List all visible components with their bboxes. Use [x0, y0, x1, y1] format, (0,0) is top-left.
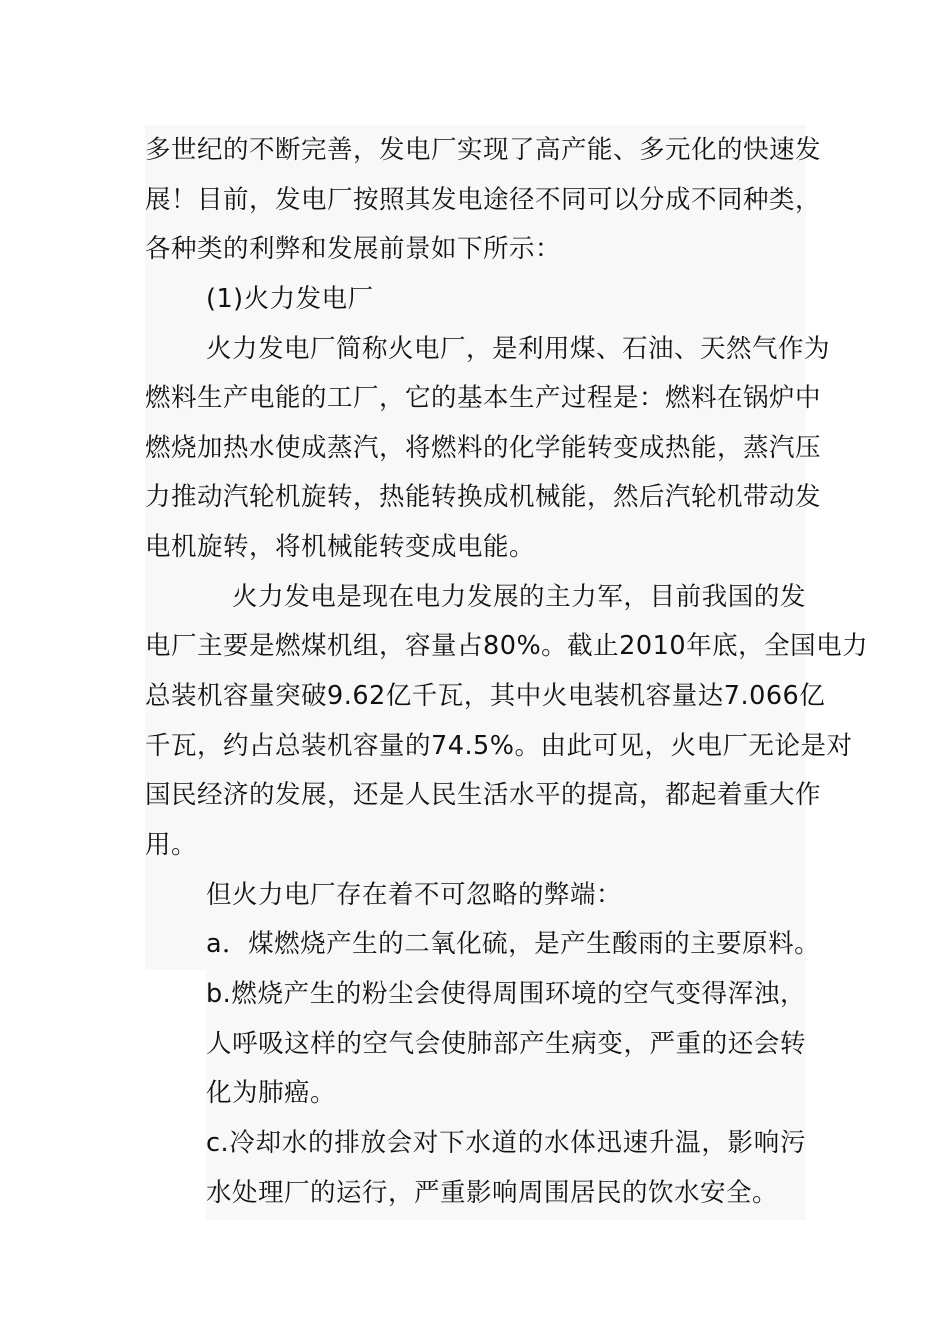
list-item-b-line-2: 人呼吸这样的空气会使肺部产生病变，严重的还会转	[206, 1029, 806, 1059]
intro-line-1: 多世纪的不断完善，发电厂实现了高产能、多元化的快速发	[145, 135, 822, 165]
section-heading: (1)火力发电厂	[206, 284, 374, 314]
list-item-a: a．煤燃烧产生的二氧化硫，是产生酸雨的主要原料。	[206, 929, 821, 959]
para2-line-6: 用。	[145, 830, 198, 860]
para1-line-1: 火力发电厂简称火电厂，是利用煤、石油、天然气作为	[206, 334, 831, 364]
para2-line-3: 总装机容量突破9.62亿千瓦，其中火电装机容量达7.066亿	[145, 681, 826, 711]
drawbacks-intro: 但火力电厂存在着不可忽略的弊端：	[206, 880, 623, 910]
list-item-c-line-1: c.冷却水的排放会对下水道的水体迅速升温，影响污	[206, 1128, 806, 1158]
list-item-b-line-3: 化为肺癌。	[206, 1078, 337, 1108]
para1-line-3: 燃烧加热水使成蒸汽，将燃料的化学能转变成热能，蒸汽压	[145, 433, 822, 463]
para2-line-4: 千瓦，约占总装机容量的74.5%。由此可见，火电厂无论是对	[145, 731, 853, 761]
intro-line-2: 展！目前，发电厂按照其发电途径不同可以分成不同种类，	[145, 185, 822, 215]
intro-line-3: 各种类的利弊和发展前景如下所示：	[145, 234, 562, 264]
para1-line-2: 燃料生产电能的工厂，它的基本生产过程是：燃料在锅炉中	[145, 383, 822, 413]
para2-line-1: 火力发电是现在电力发展的主力军，目前我国的发	[232, 582, 806, 612]
para1-line-4: 力推动汽轮机旋转，热能转换成机械能，然后汽轮机带动发	[145, 482, 822, 512]
para1-line-5: 电机旋转，将机械能转变成电能。	[145, 532, 536, 562]
para2-line-5: 国民经济的发展，还是人民生活水平的提高，都起着重大作	[145, 780, 822, 810]
list-item-b-line-1: b.燃烧产生的粉尘会使得周围环境的空气变得浑浊，	[206, 979, 806, 1009]
para2-line-2: 电厂主要是燃煤机组，容量占80%。截止2010年底，全国电力	[145, 631, 869, 661]
list-item-c-line-2: 水处理厂的运行，严重影响周围居民的饮水安全。	[206, 1178, 779, 1208]
